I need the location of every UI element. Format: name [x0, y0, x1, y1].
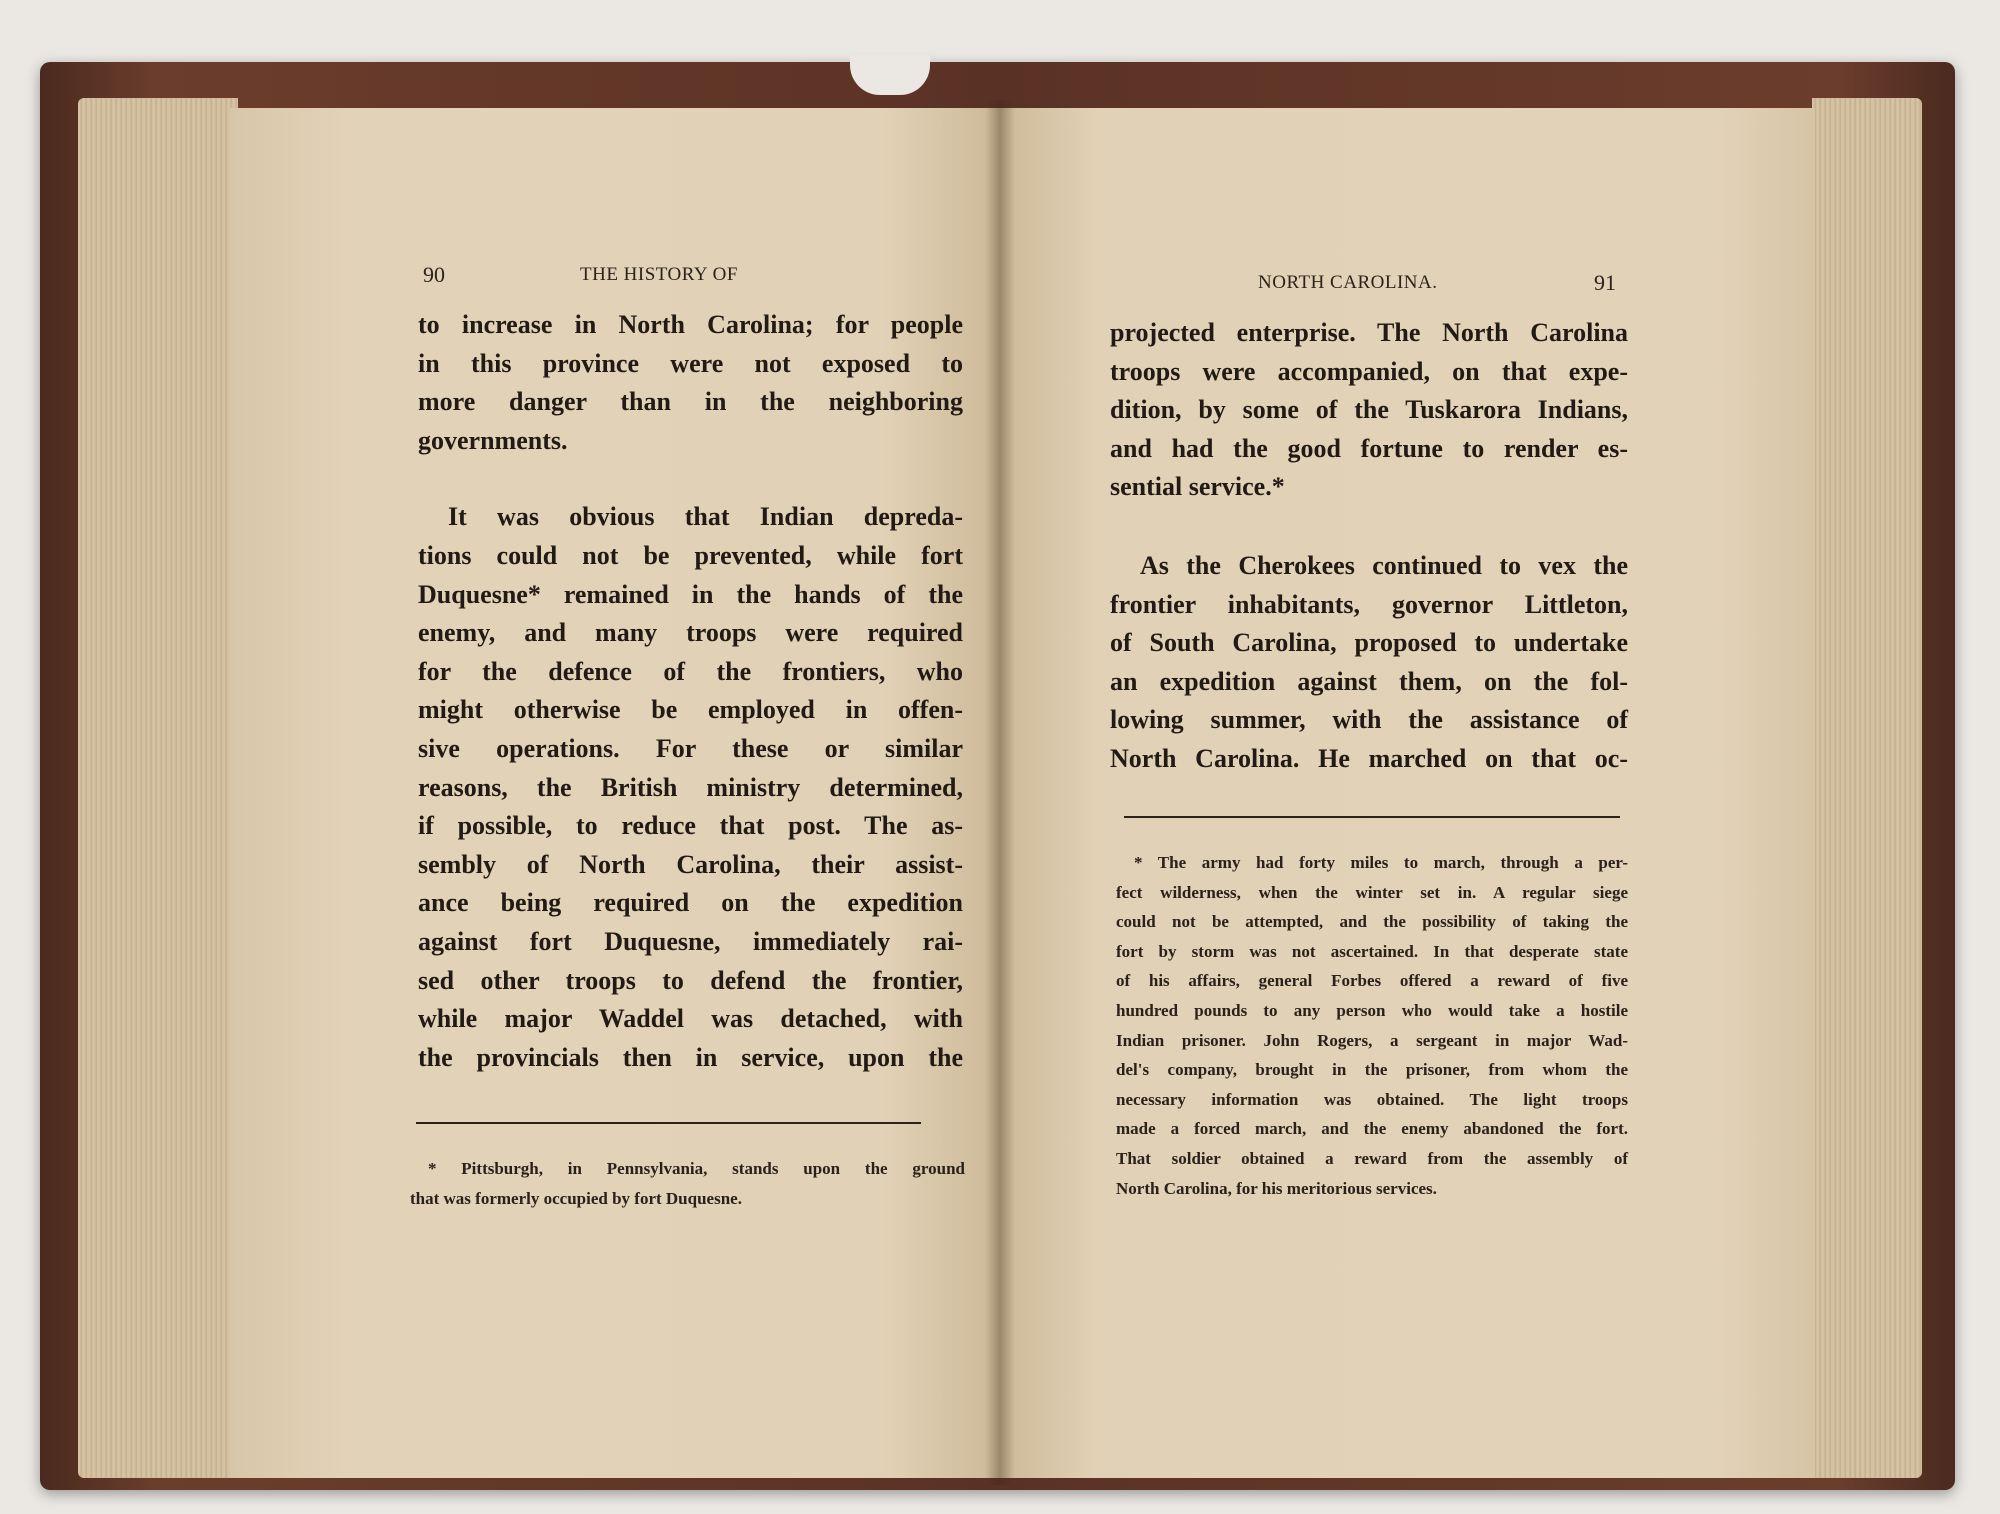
- text-line: more danger than in the neighboring: [418, 387, 963, 417]
- text-line: tions could not be prevented, while fort: [418, 540, 963, 570]
- text-line: North Carolina. He marched on that oc-: [1110, 743, 1628, 773]
- text-line: if possible, to reduce that post. The as-: [418, 811, 963, 841]
- left-body-text: [418, 306, 963, 1077]
- text-line: projected enterprise. The North Carolina: [1110, 318, 1628, 347]
- footnote-line: made a forced march, and the enemy abandoned the fort.: [1116, 1119, 1628, 1139]
- text-line: in this province were not exposed to: [418, 348, 963, 378]
- text-line: reasons, the British ministry determined,: [418, 772, 963, 802]
- footnote-divider: [416, 1122, 921, 1124]
- footnote-line: could not be attempted, and the possibility of taking the: [1116, 912, 1628, 932]
- right-page-edges: [1812, 98, 1922, 1478]
- text-line: sed other troops to defend the frontier,: [418, 965, 963, 995]
- text-line: ance being required on the expedition: [418, 888, 963, 918]
- left-page: [230, 108, 1000, 1478]
- text-line: sembly of North Carolina, their assist-: [418, 849, 963, 879]
- text-line: to increase in North Carolina; for people: [418, 310, 963, 339]
- right-body-text: [1110, 314, 1628, 779]
- text-line: lowing summer, with the assistance of: [1110, 705, 1628, 735]
- text-line: It was obvious that Indian depreda-: [448, 502, 963, 532]
- text-line: for the defence of the frontiers, who: [418, 656, 963, 686]
- text-line: and had the good fortune to render es-: [1110, 433, 1628, 463]
- text-line: frontier inhabitants, governor Littleton,: [1110, 589, 1628, 619]
- left-page-edges: [78, 98, 238, 1478]
- text-line: the provincials then in service, upon the: [418, 1042, 963, 1072]
- footnote-line: necessary information was obtained. The light troops: [1116, 1089, 1628, 1109]
- footnote-divider: [1124, 816, 1620, 818]
- footnote-line: del's company, brought in the prisoner, from whom the: [1116, 1060, 1628, 1080]
- text-line: dition, by some of the Tuskarora Indians,: [1110, 395, 1628, 425]
- text-line: enemy, and many troops were required: [418, 618, 963, 648]
- book-gutter: [985, 100, 1015, 1485]
- text-line: troops were accompanied, on that expe-: [1110, 356, 1628, 386]
- footnote-line: that was formerly occupied by fort Duquesne.: [410, 1188, 742, 1208]
- text-line: while major Waddel was detached, with: [418, 1004, 963, 1034]
- right-page: [1000, 108, 1815, 1478]
- text-line: might otherwise be employed in offen-: [418, 695, 963, 725]
- footnote-line: That soldier obtained a reward from the assembly of: [1116, 1148, 1628, 1168]
- footnote-line: fort by storm was not ascertained. In that desperate state: [1116, 941, 1628, 961]
- left-page-number: 90: [423, 262, 445, 287]
- text-line: governments.: [418, 425, 568, 455]
- footnote-line: North Carolina, for his meritorious services.: [1116, 1178, 1437, 1198]
- left-running-head: THE HISTORY OF: [580, 264, 738, 285]
- footnote-line: * Pittsburgh, in Pennsylvania, stands upon the ground: [428, 1159, 965, 1178]
- left-footnote: [410, 1154, 965, 1213]
- right-page-number: 91: [1594, 270, 1616, 295]
- right-footnote: [1116, 848, 1628, 1203]
- footnote-line: Indian prisoner. John Rogers, a sergeant in major Wad-: [1116, 1030, 1628, 1050]
- text-line: sential service.*: [1110, 472, 1285, 502]
- text-line: As the Cherokees continued to vex the: [1140, 550, 1628, 580]
- text-line: sive operations. For these or similar: [418, 733, 963, 763]
- right-running-head: NORTH CAROLINA.: [1258, 272, 1438, 293]
- footnote-line: hundred pounds to any person who would take a hostile: [1116, 1000, 1628, 1020]
- cover-spine-notch: [850, 55, 930, 95]
- text-line: against fort Duquesne, immediately rai-: [418, 926, 963, 956]
- text-line: of South Carolina, proposed to undertake: [1110, 628, 1628, 658]
- text-line: an expedition against them, on the fol-: [1110, 666, 1628, 696]
- text-line: Duquesne* remained in the hands of the: [418, 579, 963, 609]
- footnote-line: fect wilderness, when the winter set in. A regular siege: [1116, 882, 1628, 902]
- footnote-line: * The army had forty miles to march, through a per-: [1134, 853, 1628, 872]
- footnote-line: of his affairs, general Forbes offered a reward of five: [1116, 971, 1628, 991]
